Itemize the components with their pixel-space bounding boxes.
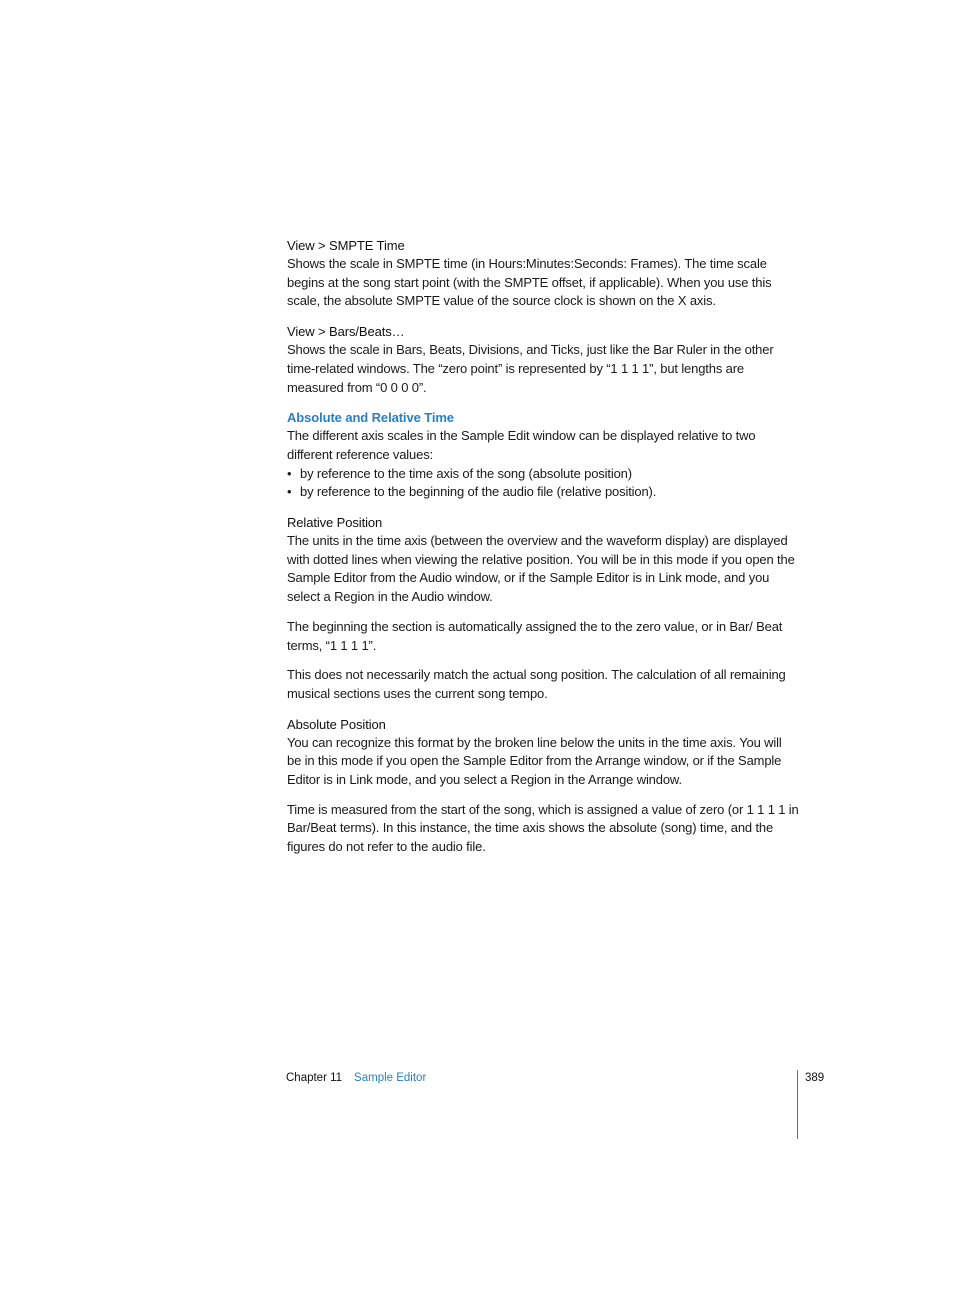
page-content <box>287 236 799 857</box>
smpte-heading: View > SMPTE Time <box>287 238 405 253</box>
page-number: 389 <box>805 1072 825 1084</box>
absolute-position-p2: Time is measured from the start of the song, which is assigned a value of zero (or 1 1 1 1 in Bar/Beat terms). In this instance, the time axis shows the absolute (song) time, and the figures do not refer to the audio file. <box>287 801 799 855</box>
absolute-position-heading: Absolute Position <box>287 716 386 732</box>
bars-beats-heading: View > Bars/Beats… <box>287 324 405 340</box>
absolute-relative-intro: The different axis scales in the Sample Edit window can be displayed relative to two different reference values: <box>287 428 756 462</box>
chapter-label: Chapter 11 <box>286 1072 343 1084</box>
relative-position-p1: The units in the time axis (between the overview and the waveform display) are displayed with dotted lines when viewing the relative position. You will be in this mode if you open the Sample Editor from the Audio window, or if the Sample Editor is in Link mode, and you select a Region in the Audio window. <box>287 533 795 605</box>
list-item: • by reference to the beginning of the audio file (relative position). <box>287 483 799 502</box>
list-item: • by reference to the time axis of the song (absolute position) <box>287 465 799 484</box>
reference-list <box>287 465 799 502</box>
page-footer <box>286 1070 426 1086</box>
relative-position-p3: This does not necessarily match the actual song position. The calculation of all remaining musical sections uses the current song tempo. <box>287 667 786 701</box>
bullet-icon: • <box>287 484 292 500</box>
page-divider <box>797 1070 798 1139</box>
absolute-relative-heading: Absolute and Relative Time <box>287 410 454 426</box>
chapter-title: Sample Editor <box>354 1072 427 1084</box>
smpte-body: Shows the scale in SMPTE time (in Hours:Minutes:Seconds: Frames). The time scale begins at the song start point (with the SMPTE offset, if applicable). When you use this scale, the absolute SMPTE value of the source clock is shown on the X axis. <box>287 256 772 309</box>
bars-beats-body: Shows the scale in Bars, Beats, Divisions, and Ticks, just like the Bar Ruler in the other time-related windows. The “zero point” is represented by “1 1 1 1”, but lengths are measured from “0 0 0 0”. <box>287 342 774 395</box>
bullet-icon: • <box>287 465 292 481</box>
absolute-position-p1: You can recognize this format by the broken line below the units in the time axis. You will be in this mode if you open the Sample Editor from the Arrange window, or if the Sample Editor is in Link mode, and you select a Region in the Arrange window. <box>287 734 782 788</box>
absolute-position-section <box>287 715 799 857</box>
relative-position-p2: The beginning the section is automatically assigned the to the zero value, or in Bar/ Beat terms, “1 1 1 1”. <box>287 618 783 653</box>
absolute-relative-section <box>287 408 799 502</box>
bars-beats-section <box>287 322 799 397</box>
relative-position-heading: Relative Position <box>287 515 383 531</box>
relative-position-section <box>287 513 799 704</box>
smpte-section <box>287 236 799 311</box>
